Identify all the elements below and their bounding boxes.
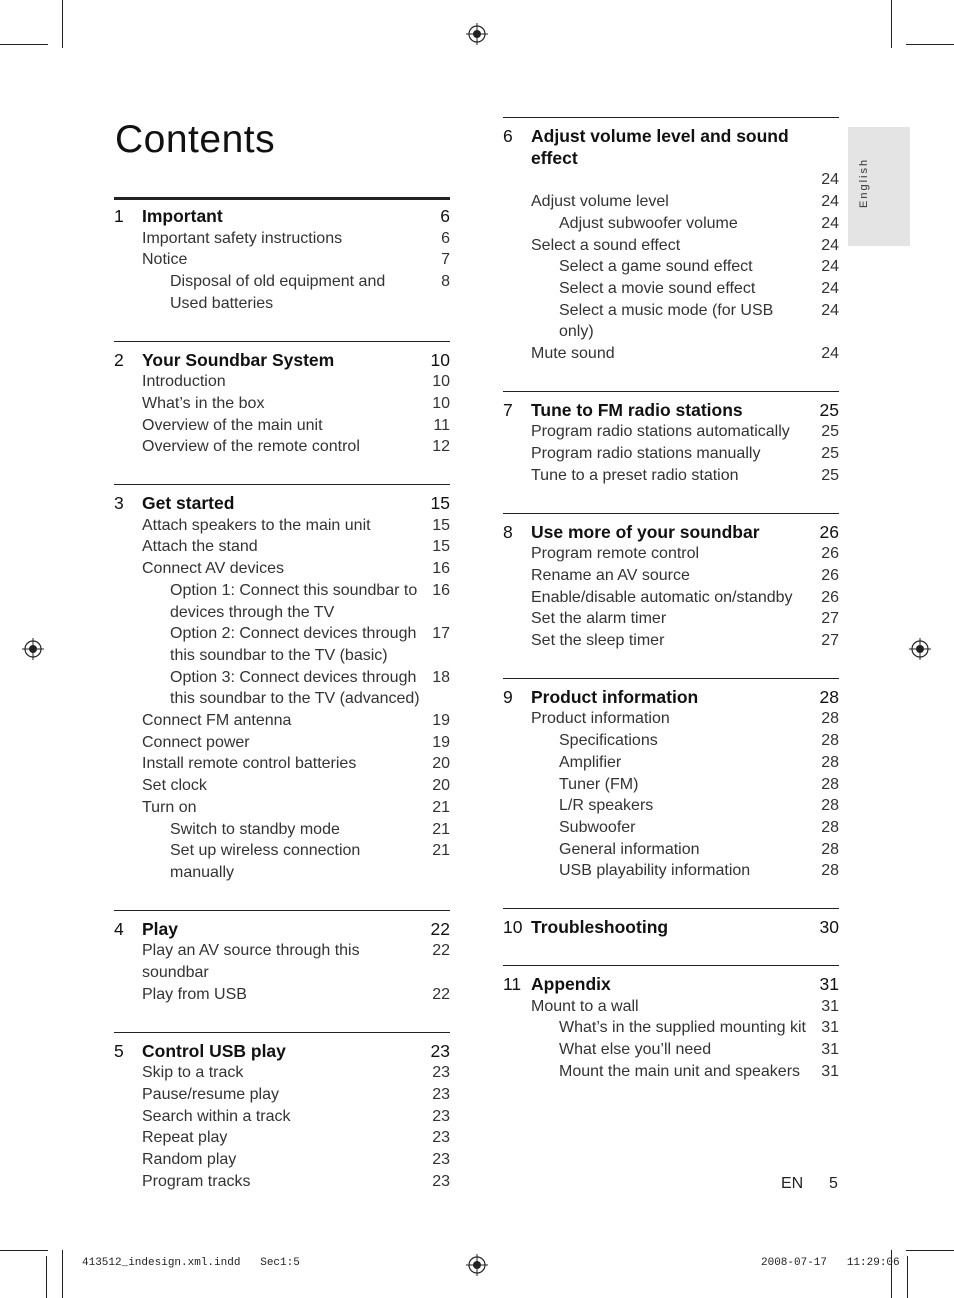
entry-page: 23 bbox=[432, 1172, 450, 1190]
toc-section bbox=[503, 908, 839, 939]
toc-entry[interactable] bbox=[142, 415, 450, 437]
toc-entry[interactable] bbox=[531, 630, 839, 652]
entry-page: 15 bbox=[432, 538, 450, 556]
section-page: 31 bbox=[819, 973, 839, 994]
entry-title: Disposal of old equipment and Used batteries bbox=[170, 273, 386, 312]
toc-entry[interactable] bbox=[170, 271, 450, 314]
section-number: 10 bbox=[503, 917, 523, 938]
entry-title: Set the alarm timer bbox=[531, 610, 667, 628]
entry-page: 24 bbox=[821, 236, 839, 254]
toc-entry[interactable] bbox=[559, 860, 839, 882]
toc-entry[interactable] bbox=[559, 300, 839, 343]
entry-title: Switch to standby mode bbox=[170, 820, 340, 838]
toc-section bbox=[114, 341, 450, 459]
entry-page: 28 bbox=[821, 797, 839, 815]
toc-section-heading[interactable] bbox=[503, 917, 839, 939]
toc-entry[interactable] bbox=[559, 213, 839, 235]
entry-page: 31 bbox=[821, 1062, 839, 1080]
entry-title: Search within a track bbox=[142, 1107, 291, 1125]
toc-entry[interactable] bbox=[531, 465, 839, 487]
entry-title: Specifications bbox=[559, 732, 658, 750]
entry-title: Overview of the remote control bbox=[142, 438, 360, 456]
entry-page: 28 bbox=[821, 775, 839, 793]
crop-mark bbox=[62, 0, 63, 48]
section-page: 30 bbox=[819, 917, 839, 938]
toc-entry[interactable] bbox=[559, 752, 839, 774]
toc-entry[interactable] bbox=[142, 1171, 450, 1193]
entry-title: Program radio stations automatically bbox=[531, 423, 790, 441]
section-page: 22 bbox=[430, 918, 450, 939]
entry-title: Connect power bbox=[142, 733, 250, 751]
entry-title: Select a sound effect bbox=[531, 236, 681, 254]
entry-title: Overview of the main unit bbox=[142, 416, 323, 434]
section-title: Your Soundbar System bbox=[142, 349, 335, 370]
section-number: 11 bbox=[503, 973, 522, 994]
entry-page: 15 bbox=[432, 516, 450, 534]
toc-section-heading[interactable] bbox=[114, 206, 450, 228]
toc-entry[interactable] bbox=[531, 996, 839, 1018]
section-number: 5 bbox=[114, 1040, 124, 1061]
entry-title: USB playability information bbox=[559, 862, 751, 880]
entry-page: 10 bbox=[432, 394, 450, 412]
entry-title: What else you’ll need bbox=[559, 1040, 712, 1058]
entry-title: Random play bbox=[142, 1151, 237, 1169]
entry-page: 31 bbox=[821, 1019, 839, 1037]
section-page: 23 bbox=[430, 1040, 450, 1061]
entry-title: L/R speakers bbox=[559, 797, 654, 815]
entry-title: Subwoofer bbox=[559, 818, 636, 836]
entry-page: 27 bbox=[821, 632, 839, 650]
toc-entry[interactable] bbox=[531, 191, 839, 213]
entry-page: 7 bbox=[441, 251, 450, 269]
entry-page: 24 bbox=[821, 279, 839, 297]
entry-title: Repeat play bbox=[142, 1129, 228, 1147]
entry-page: 23 bbox=[432, 1064, 450, 1082]
entry-title: Turn on bbox=[142, 798, 197, 816]
entry-page: 20 bbox=[432, 755, 450, 773]
section-number: 1 bbox=[114, 206, 124, 226]
entry-title: Notice bbox=[142, 251, 188, 269]
toc-entry[interactable] bbox=[559, 256, 839, 278]
entry-page: 28 bbox=[821, 840, 839, 858]
entry-title: Enable/disable automatic on/standby bbox=[531, 588, 793, 606]
crop-mark bbox=[62, 1250, 63, 1298]
toc-entry[interactable] bbox=[531, 421, 839, 443]
entry-title: Install remote control batteries bbox=[142, 755, 357, 773]
toc-entry[interactable] bbox=[170, 840, 450, 883]
entry-page: 11 bbox=[433, 416, 450, 434]
entry-title: Adjust volume level bbox=[531, 193, 669, 211]
entry-page: 25 bbox=[821, 466, 839, 484]
entry-page: 16 bbox=[432, 560, 450, 578]
entry-title: Option 1: Connect this soundbar to devices through the TV bbox=[170, 581, 418, 621]
toc-entry[interactable] bbox=[531, 587, 839, 609]
entry-page: 22 bbox=[432, 985, 450, 1003]
section-page: 15 bbox=[430, 493, 450, 514]
section-title: Use more of your soundbar bbox=[531, 521, 760, 542]
crop-mark bbox=[46, 1256, 47, 1298]
toc-entry[interactable] bbox=[142, 393, 450, 415]
crop-mark bbox=[0, 1250, 48, 1251]
entry-title: Connect AV devices bbox=[142, 560, 285, 578]
crop-mark bbox=[0, 44, 48, 45]
toc-entry[interactable] bbox=[142, 775, 450, 797]
footer-language: EN bbox=[781, 1175, 804, 1192]
toc-entry[interactable] bbox=[559, 1017, 839, 1039]
toc-entry[interactable] bbox=[142, 940, 450, 983]
toc-entry[interactable] bbox=[170, 580, 450, 623]
toc-section bbox=[114, 910, 450, 1006]
entry-title: Connect FM antenna bbox=[142, 712, 292, 730]
entry-page: 20 bbox=[432, 777, 450, 795]
toc-entry[interactable] bbox=[170, 667, 450, 710]
entry-page: 21 bbox=[432, 798, 450, 816]
entry-title: Program remote control bbox=[531, 545, 700, 563]
section-page: 26 bbox=[819, 521, 839, 542]
section-title: Appendix bbox=[531, 973, 611, 994]
entry-title: Select a music mode (for USB only) bbox=[559, 301, 774, 341]
toc-section bbox=[503, 678, 839, 882]
entry-page: 17 bbox=[432, 625, 450, 643]
section-page: 28 bbox=[819, 686, 839, 707]
entry-page: 24 bbox=[821, 301, 839, 319]
section-title: Product information bbox=[531, 686, 699, 707]
toc-entry[interactable] bbox=[531, 235, 839, 257]
entry-page: 23 bbox=[432, 1151, 450, 1169]
toc-entry[interactable] bbox=[559, 278, 839, 300]
toc-section-heading[interactable] bbox=[503, 974, 839, 996]
entry-title: Select a game sound effect bbox=[559, 258, 753, 276]
registration-mark-icon bbox=[466, 1254, 488, 1276]
entry-title: Adjust subwoofer volume bbox=[559, 214, 738, 232]
section-page: 25 bbox=[819, 399, 839, 420]
section-number: 8 bbox=[503, 521, 513, 542]
section-number: 9 bbox=[503, 686, 513, 707]
section-title: Control USB play bbox=[142, 1040, 286, 1061]
entry-page: 25 bbox=[821, 445, 839, 463]
toc-entry[interactable] bbox=[142, 797, 450, 819]
print-slug-date: 2008-07-17 11:29:06 bbox=[761, 1257, 900, 1269]
section-title: Play bbox=[142, 918, 178, 939]
page-title: Contents bbox=[115, 118, 276, 161]
entry-title: Pause/resume play bbox=[142, 1085, 279, 1103]
entry-page: 10 bbox=[432, 373, 450, 391]
toc-entry[interactable] bbox=[531, 708, 839, 730]
entry-title: Select a movie sound effect bbox=[559, 279, 756, 297]
entry-title: Mount the main unit and speakers bbox=[559, 1062, 801, 1080]
toc-entry[interactable] bbox=[142, 515, 450, 537]
entry-page: 6 bbox=[441, 229, 450, 247]
toc-entry[interactable] bbox=[142, 371, 450, 393]
footer-page-number: 5 bbox=[829, 1175, 838, 1192]
section-page: 6 bbox=[440, 206, 450, 226]
toc-entry[interactable] bbox=[559, 795, 839, 817]
toc-column-right bbox=[503, 117, 839, 1108]
toc-entry[interactable] bbox=[142, 984, 450, 1006]
toc-entry[interactable] bbox=[142, 436, 450, 458]
toc-section-heading[interactable] bbox=[503, 126, 839, 169]
entry-title: Product information bbox=[531, 710, 670, 728]
entry-title: Tune to a preset radio station bbox=[531, 466, 739, 484]
entry-title: Program tracks bbox=[142, 1172, 251, 1190]
section-title: Get started bbox=[142, 493, 235, 514]
toc-entry[interactable] bbox=[142, 249, 450, 271]
entry-page: 26 bbox=[821, 566, 839, 584]
entry-page: 24 bbox=[821, 258, 839, 276]
entry-title: Program radio stations manually bbox=[531, 445, 761, 463]
section-number: 4 bbox=[114, 918, 124, 939]
toc-entry[interactable] bbox=[531, 608, 839, 630]
toc-entry[interactable] bbox=[559, 839, 839, 861]
toc-entry[interactable] bbox=[559, 1039, 839, 1061]
toc-entry[interactable] bbox=[559, 730, 839, 752]
toc-entry[interactable] bbox=[142, 1106, 450, 1128]
entry-page: 21 bbox=[432, 820, 450, 838]
toc-entry[interactable] bbox=[142, 536, 450, 558]
toc-section-heading[interactable] bbox=[503, 687, 839, 709]
toc-entry[interactable] bbox=[142, 1084, 450, 1106]
entry-title: Mount to a wall bbox=[531, 997, 639, 1015]
entry-page: 28 bbox=[821, 710, 839, 728]
entry-title: Tuner (FM) bbox=[559, 775, 639, 793]
entry-title: Important safety instructions bbox=[142, 229, 343, 247]
toc-entry[interactable] bbox=[142, 1149, 450, 1171]
entry-title: Set up wireless connection manually bbox=[170, 842, 361, 881]
entry-title: Attach the stand bbox=[142, 538, 258, 556]
toc-entry[interactable] bbox=[142, 710, 450, 732]
entry-page: 26 bbox=[821, 588, 839, 606]
toc-section bbox=[503, 117, 839, 365]
toc-entry[interactable] bbox=[142, 1062, 450, 1084]
section-number: 2 bbox=[114, 349, 124, 370]
entry-page: 23 bbox=[432, 1085, 450, 1103]
entry-page: 28 bbox=[821, 753, 839, 771]
toc-entry[interactable] bbox=[559, 1061, 839, 1083]
section-number: 6 bbox=[503, 126, 513, 146]
language-tab-label: English bbox=[858, 157, 870, 208]
toc-entry[interactable] bbox=[559, 817, 839, 839]
toc-entry[interactable] bbox=[531, 443, 839, 465]
entry-page: 28 bbox=[821, 732, 839, 750]
entry-page: 27 bbox=[821, 610, 839, 628]
toc-entry[interactable] bbox=[170, 819, 450, 841]
toc-section-heading[interactable] bbox=[114, 493, 450, 515]
section-page: 24 bbox=[821, 171, 839, 189]
toc-entry[interactable] bbox=[531, 543, 839, 565]
entry-title: Introduction bbox=[142, 373, 226, 391]
entry-page: 19 bbox=[432, 733, 450, 751]
section-page: 10 bbox=[430, 349, 450, 370]
toc-entry[interactable] bbox=[142, 228, 450, 250]
toc-section bbox=[503, 965, 839, 1083]
entry-title: What’s in the supplied mounting kit bbox=[559, 1019, 806, 1037]
section-title: Adjust volume level and sound effect bbox=[531, 126, 789, 168]
toc-entry[interactable] bbox=[142, 558, 450, 580]
entry-page: 8 bbox=[441, 273, 450, 291]
entry-title: Amplifier bbox=[559, 753, 622, 771]
entry-page: 16 bbox=[432, 581, 450, 599]
entry-page: 18 bbox=[432, 668, 450, 686]
toc-section-heading[interactable] bbox=[503, 400, 839, 422]
crop-mark bbox=[906, 44, 954, 45]
toc-section-heading[interactable] bbox=[503, 522, 839, 544]
toc-entry[interactable] bbox=[142, 732, 450, 754]
toc-section-heading[interactable] bbox=[114, 919, 450, 941]
crop-mark bbox=[907, 1256, 908, 1298]
toc-section bbox=[503, 513, 839, 652]
entry-title: Skip to a track bbox=[142, 1064, 244, 1082]
entry-page: 24 bbox=[821, 214, 839, 232]
toc-section bbox=[114, 197, 450, 315]
registration-mark-icon bbox=[909, 638, 931, 660]
entry-page: 31 bbox=[821, 997, 839, 1015]
section-title: Tune to FM radio stations bbox=[531, 399, 743, 420]
entry-page: 12 bbox=[432, 438, 450, 456]
entry-page: 25 bbox=[821, 423, 839, 441]
entry-title: Mute sound bbox=[531, 345, 615, 363]
entry-title: Set the sleep timer bbox=[531, 632, 665, 650]
section-number: 7 bbox=[503, 399, 513, 420]
entry-page: 19 bbox=[432, 712, 450, 730]
toc-entry[interactable] bbox=[531, 343, 839, 365]
registration-mark-icon bbox=[466, 23, 488, 45]
entry-page: 28 bbox=[821, 862, 839, 880]
entry-title: Rename an AV source bbox=[531, 566, 690, 584]
entry-page: 24 bbox=[821, 345, 839, 363]
toc-section bbox=[114, 1032, 450, 1193]
entry-page: 23 bbox=[432, 1107, 450, 1125]
toc-entry[interactable] bbox=[531, 565, 839, 587]
entry-title: Set clock bbox=[142, 777, 207, 795]
toc-entry[interactable] bbox=[170, 623, 450, 666]
entry-title: Play from USB bbox=[142, 985, 247, 1003]
entry-title: What’s in the box bbox=[142, 394, 265, 412]
entry-title: Attach speakers to the main unit bbox=[142, 516, 371, 534]
entry-page: 22 bbox=[432, 942, 450, 960]
section-title: Important bbox=[142, 206, 223, 226]
entry-page: 28 bbox=[821, 818, 839, 836]
entry-title: General information bbox=[559, 840, 700, 858]
crop-mark bbox=[891, 0, 892, 48]
entry-page: 24 bbox=[821, 193, 839, 211]
section-number: 3 bbox=[114, 493, 124, 514]
entry-page: 21 bbox=[432, 842, 450, 860]
entry-page: 23 bbox=[432, 1129, 450, 1147]
registration-mark-icon bbox=[22, 638, 44, 660]
toc-section bbox=[503, 391, 839, 487]
crop-mark bbox=[906, 1250, 954, 1251]
toc-section-heading[interactable] bbox=[114, 1041, 450, 1063]
toc-entry[interactable] bbox=[142, 1127, 450, 1149]
toc-section-heading[interactable] bbox=[114, 350, 450, 372]
entry-title: Play an AV source through this soundbar bbox=[142, 942, 360, 982]
entry-title: Option 2: Connect devices through this soundbar to the TV (basic) bbox=[170, 625, 417, 664]
print-slug-file: 413512_indesign.xml.indd Sec1:5 bbox=[82, 1257, 300, 1269]
entry-title: Option 3: Connect devices through this soundbar to the TV (advanced) bbox=[170, 668, 420, 708]
toc-column-left bbox=[114, 197, 450, 1218]
toc-entry[interactable] bbox=[559, 774, 839, 796]
section-title: Troubleshooting bbox=[531, 917, 669, 938]
entry-page: 26 bbox=[821, 545, 839, 563]
toc-entry[interactable] bbox=[142, 753, 450, 775]
entry-page: 31 bbox=[821, 1040, 839, 1058]
toc-section bbox=[114, 484, 450, 884]
